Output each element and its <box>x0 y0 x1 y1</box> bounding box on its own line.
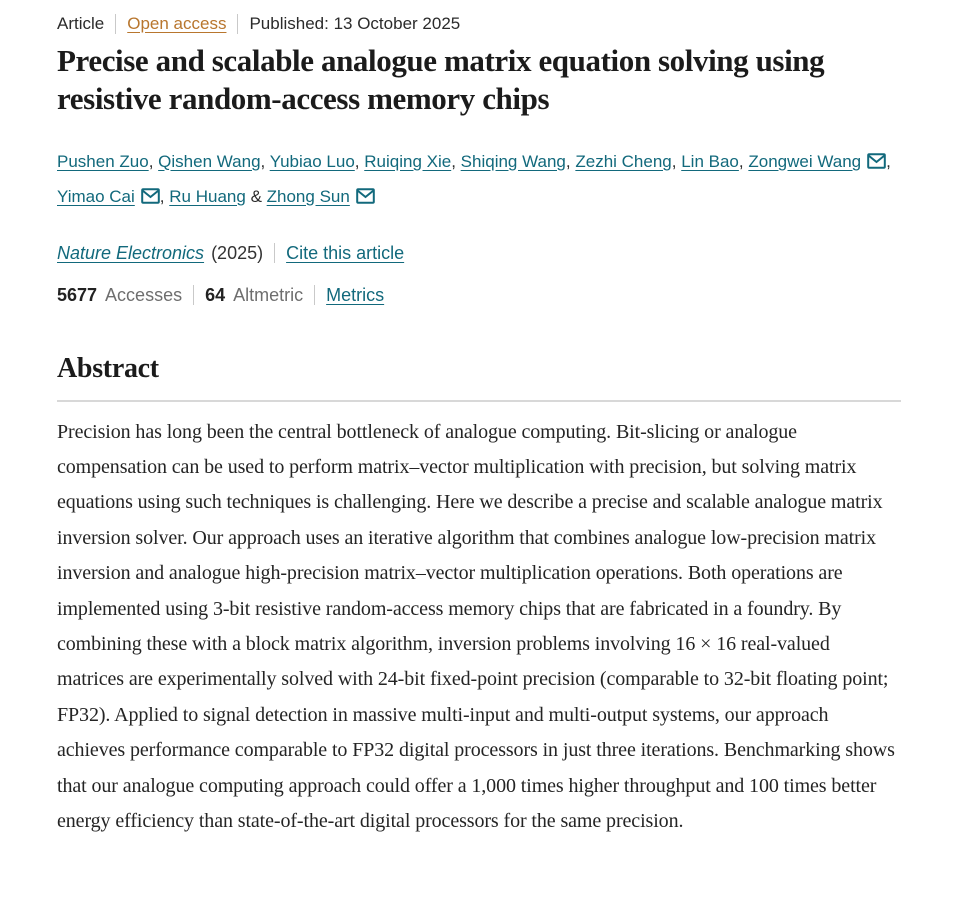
author <box>681 152 743 171</box>
author-conjunction: & <box>250 186 262 206</box>
journal-link[interactable]: Nature Electronics <box>57 242 205 263</box>
published-date: Published: 13 October 2025 <box>249 14 461 33</box>
altmetric-label: Altmetric <box>233 284 304 305</box>
abstract-body: Precision has long been the central bottleneck of analogue computing. Bit-slicing or analogue compensation can be used to perform matrix–vector multiplication with precision, but solving matrix equations using such techniques is challenging. Here we describe a precise and scalable analogue matrix inversion solver. Our approach uses an iterative algorithm that combines analogue low-precision matrix inversion and analogue high-precision matrix–vector multiplication operations. Both operations are implemented using 3-bit resistive random-access memory chips that are fabricated in a foundry. By combining these with a block matrix algorithm, inversion problems involving 16 × 16 real-valued matrices are experimentally solved with 24-bit fixed-point precision (comparable to 32-bit floating point; FP32). Applied to signal detection in massive multi-input and multi-output systems, our approach achieves performance comparable to FP32 digital processors in just three iterations. Benchmarking shows that our analogue computing approach could offer a 1,000 times higher throughput and 100 times better energy efficiency than state-of-the-art digital processors for the same precision. <box>57 420 895 832</box>
email-icon[interactable] <box>141 188 160 204</box>
open-access-link[interactable]: Open access <box>127 14 227 33</box>
author-separator: , <box>886 151 891 171</box>
article-type-label: Article <box>57 14 105 33</box>
accesses-label: Accesses <box>105 284 183 305</box>
abstract-heading: Abstract <box>57 352 159 384</box>
divider <box>115 14 116 34</box>
author <box>575 152 676 171</box>
author-link[interactable]: Yubiao Luo <box>269 151 355 171</box>
author-separator: , <box>354 151 360 171</box>
author-separator: , <box>738 151 744 171</box>
author-link[interactable]: Zongwei Wang <box>748 151 862 171</box>
author <box>158 152 265 171</box>
divider <box>274 243 275 263</box>
author-link[interactable]: Pushen Zuo <box>57 151 149 171</box>
author <box>461 152 571 171</box>
author <box>169 187 246 206</box>
author-list <box>57 144 901 214</box>
email-icon[interactable] <box>356 188 375 204</box>
author-separator: , <box>565 151 571 171</box>
author-separator: , <box>148 151 154 171</box>
journal-line <box>57 243 901 264</box>
author <box>270 152 360 171</box>
author <box>57 152 153 171</box>
journal-year: (2025) <box>211 242 264 263</box>
email-icon[interactable] <box>867 153 886 169</box>
author <box>57 187 165 206</box>
article-title: Precise and scalable analogue matrix equation solving using resistive random-access memory chips <box>57 43 825 116</box>
article-meta-line <box>57 14 901 34</box>
author-separator: , <box>451 151 456 171</box>
metrics-line <box>57 285 901 306</box>
author-link[interactable]: Lin Bao <box>681 151 739 171</box>
cite-this-article-link[interactable]: Cite this article <box>286 242 405 263</box>
author-link[interactable]: Yimao Cai <box>57 186 135 206</box>
altmetric-count: 64 <box>205 284 226 305</box>
author-link[interactable]: Ruiqing Xie <box>364 151 452 171</box>
author-separator: , <box>159 186 165 206</box>
author-link[interactable]: Zezhi Cheng <box>575 151 672 171</box>
author-separator: , <box>260 151 266 171</box>
author-link[interactable]: Shiqing Wang <box>460 151 566 171</box>
author <box>748 152 891 171</box>
accesses-count: 5677 <box>57 284 98 305</box>
abstract-section <box>57 353 901 840</box>
author-link[interactable]: Zhong Sun <box>266 186 350 206</box>
author-separator: , <box>671 151 677 171</box>
divider <box>237 14 238 34</box>
author-link[interactable]: Qishen Wang <box>158 151 261 171</box>
author <box>267 187 375 206</box>
author-link[interactable]: Ru Huang <box>169 186 246 206</box>
divider <box>314 285 315 305</box>
section-divider <box>57 400 901 402</box>
divider <box>193 285 194 305</box>
author <box>364 152 456 171</box>
metrics-link[interactable]: Metrics <box>326 284 385 305</box>
